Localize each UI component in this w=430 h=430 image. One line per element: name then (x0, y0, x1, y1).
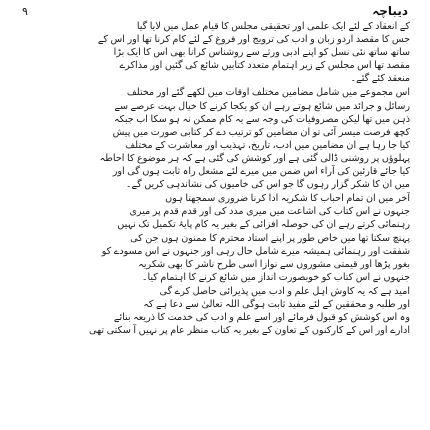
text-line: ادارے اور اس کے کارکنوں کے تعاون کے بغیر یہ کتاب منظر عام پر نہیں آ سکتی تھی (89, 325, 410, 337)
text-line: کیا جائے قارئین کی آراء اس ضمن میں میرے لئے مشعل راہ ثابت ہوں گی اور (112, 166, 410, 178)
text-line: امید ہے کہ یہ کاوش اہل علم و ادب میں پذیرائی حاصل کرے گی (159, 285, 410, 297)
paragraph-3 (22, 192, 410, 284)
page-number: ۹ (22, 5, 28, 18)
text-line: جس کا مقصد اردو زبان و ادب کی ترویج اور فروغ کے لئے کام کرنا تھا اور اس کے (97, 34, 410, 46)
text-line: وہ اس کوشش کو قبول فرمائے اور اسے علم و ادب کی خدمت کا ذریعہ بنائے (113, 312, 410, 324)
text-line: شفقت اور رہنمائی ہمیشہ میرے شامل حال رہی اور جنہوں نے اس مسودے کو (101, 245, 410, 257)
running-title: دیباچہ (372, 4, 408, 18)
text-line: جنہوں نے اس کتاب کو خوبصورت انداز میں شائع کرنے کا اہتمام کیا۔ (141, 271, 410, 283)
body-text (22, 20, 410, 337)
text-line: رہنمائی کرتے رہے ان کی حوصلہ افزائی کے بغیر یہ کام پایۂ تکمیل تک نہیں (117, 219, 410, 231)
text-line: آخر میں ان تمام احباب کا شکریہ ادا کرنا ضروری سمجھتا ہوں (165, 193, 410, 205)
text-line: میں ان کا شکر گزار رہوں گا جو اس کی خامیوں کی نشاندہی کریں گے۔ (125, 179, 410, 191)
text-line: پہنچ سکتا تھا میں خاص طور پر اپنے استاد محترم کا ممنون ہوں جن کی (130, 232, 410, 244)
text-line: پہلوؤں پر روشنی ڈالی گئی ہے اور کوشش کی گئی ہے کہ ہر موضوع کا احاطہ (99, 152, 410, 164)
text-line: مقصد تھا اس مجلس کے زیر اہتمام متعدد کتابیں شائع کی گئیں اور مذاکرے (119, 60, 410, 72)
text-line: رسائل و جرائد میں شائع ہوتے رہے ان کو یکجا کرنے کا خیال بہت عرصے سے (114, 100, 410, 112)
text-line: بغور پڑھا اور قیمتی مشوروں سے نوازا اسی طرح ناشر کا بھی شکریہ (138, 258, 410, 270)
page-header (22, 4, 410, 20)
text-line: جنہوں نے اس کتاب کی اشاعت میں میری مدد کی اور قدم قدم پر میری (129, 206, 410, 218)
text-line: اس مجموعے میں شامل مضامین مختلف اوقات میں لکھے گئے اور مختلف (126, 87, 410, 99)
text-line: کچھ فرصت میسر آئی تو ان مضامین کو ترتیب دے کر کتابی صورت میں پیش (112, 126, 410, 138)
paragraph-4 (22, 285, 410, 337)
text-line: ذہن میں تھا لیکن مصروفیات کی وجہ سے یہ کام ممکن نہ ہو سکا اب جبکہ (113, 113, 410, 125)
text-line: اور طلبہ و محققین کے لئے مفید ثابت ہوگی اللہ تعالیٰ سے دعا ہے کہ (143, 298, 410, 310)
text-line: ساتھ ساتھ نئی نسل کو اپنے ادبی ورثے سے روشناس کرانا بھی اس کا ایک بڑا (113, 47, 410, 59)
paragraph-1 (22, 20, 410, 85)
text-line: کیا جا رہا ہے ان مضامین میں ادب، تاریخ، تہذیب اور معاشرت کے مختلف (125, 139, 410, 151)
paragraph-2 (22, 86, 410, 191)
text-line: منعقد کئے گئے۔ (350, 73, 410, 85)
text-line: کے انعقاد کے لئے ایک علمی اور تحقیقی مجلس کا قیام عمل میں لایا گیا (136, 21, 410, 32)
